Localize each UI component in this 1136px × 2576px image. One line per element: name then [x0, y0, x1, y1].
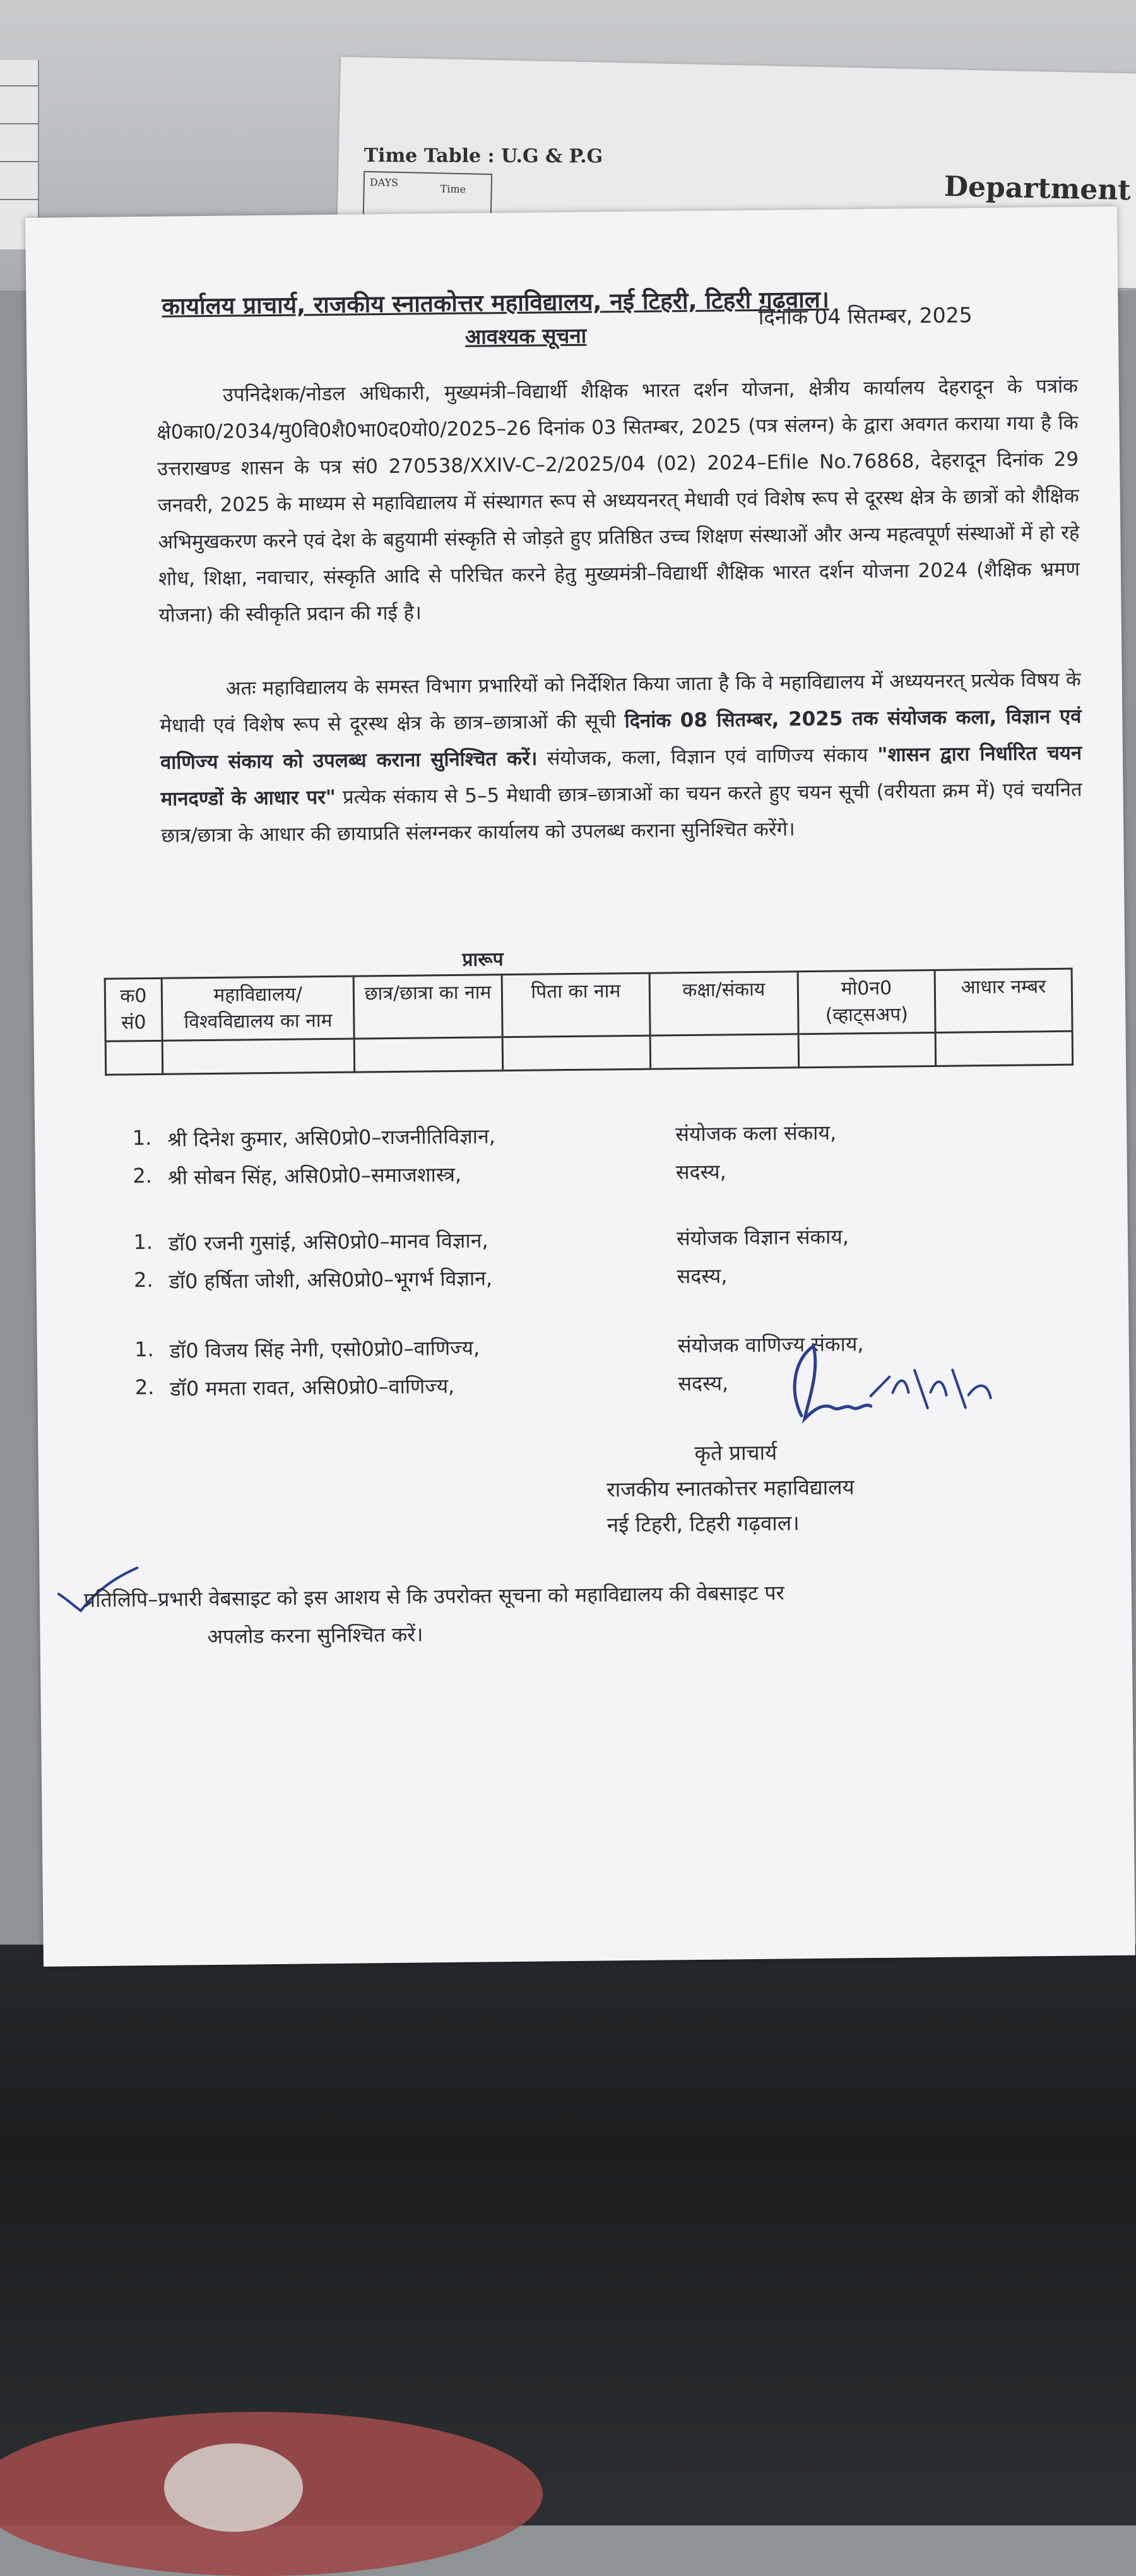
column-mobile: मो0न0 (व्हाट्सअप) — [798, 970, 936, 1034]
member-role: सदस्य, — [678, 1371, 729, 1396]
paragraph-2-criteria: "शासन द्वारा निर्धारित चयन मानदण्डों के आधार पर" — [160, 741, 1082, 811]
empty-cell — [502, 1035, 651, 1070]
member-role: सदस्य, — [677, 1263, 728, 1289]
empty-cell — [935, 1031, 1072, 1066]
paragraph-2-deadline: दिनांक 08 सितम्बर, 2025 तक संयोजक कला, विज्ञान एवं वाणिज्य संकाय को उपलब्ध कराना सुनिश्चित करें। — [160, 705, 1082, 774]
member-number: 1. — [132, 1125, 152, 1150]
notice-date: दिनांक 04 सितम्बर, 2025 — [758, 302, 973, 330]
paragraph-2-text-a: अतः महाविद्यालय के समस्त विभाग प्रभारियों को निर्देशित किया जाता है कि वे महाविद्यालय में अध्ययनरत् प्रत्येक विषय के मेधावी एवं विशेष रूप से दूरस्थ क्षेत्र के छात्र–छात्राओं की सूची — [160, 668, 1081, 737]
notice-paper — [25, 206, 1135, 1967]
empty-cell — [798, 1032, 936, 1067]
member-role: संयोजक कला संकाय, — [675, 1120, 837, 1147]
member-name: डॉ0 रजनी गुसांई, असि0प्रो0–मानव विज्ञान, — [168, 1228, 488, 1256]
member-role: संयोजक वाणिज्य संकाय, — [677, 1332, 864, 1358]
copy-note-line-2: अपलोड करना सुनिश्चित करें। — [207, 1622, 423, 1649]
signature-college: राजकीय स्नातकोत्तर महाविद्यालय — [606, 1474, 855, 1502]
member-number: 2. — [133, 1163, 153, 1188]
background-cloth-highlight — [164, 2443, 303, 2532]
empty-cell — [355, 1037, 503, 1072]
signature-block — [606, 1434, 855, 1542]
proforma-table — [104, 968, 1074, 1076]
copy-note-line-1: प्रतिलिपि–प्रभारी वेबसाइट को इस आशय से कि उपरोक्त सूचना को महाविद्यालय की वेबसाइट पर — [83, 1580, 784, 1613]
timetable-days: DAYS — [369, 176, 399, 189]
member-number: 1. — [134, 1337, 154, 1362]
member-number: 2. — [134, 1374, 155, 1400]
member-name: डॉ0 हर्षिता जोशी, असि0प्रो0–भूगर्भ विज्ञान, — [169, 1266, 493, 1294]
column-father-name: पिता का नाम — [502, 973, 650, 1037]
proforma-title: प्रारूप — [462, 948, 504, 971]
notice-paragraph-2 — [160, 662, 1083, 854]
department-label: Department — [944, 170, 1132, 207]
signature-for-principal: कृते प्राचार्य — [694, 1440, 778, 1466]
member-name: श्री सोबन सिंह, असि0प्रो0–समाजशास्त्र, — [167, 1162, 462, 1190]
empty-cell — [162, 1039, 355, 1074]
empty-cell — [105, 1041, 162, 1075]
notice-paragraph-1: उपनिदेशक/नोडल अधिकारी, मुख्यमंत्री–विद्यार्थी शैक्षिक भारत दर्शन योजना, क्षेत्रीय कार्यालय देहरादून के पत्रांक क्षे0का0/2034/मु0वि0शै0भा0द0यो0/2025–26 दिनांक 03 सितम्बर, 2025 (पत्र संलग्न) के द्वारा अवगत कराया गया है कि उत्तराखण्ड शासन के पत्र सं0 270538/XXIV-C–2/2025/04 (02) 2024–Efile No.76868, देहरादून दिनांक 29 जनवरी, 2025 के माध्यम से महाविद्यालय में संस्थागत रूप से अध्ययनरत् मेधावी एवं विशेष रूप से दूरस्थ क्षेत्र के छात्रों को शैक्षिक अभिमुखकरण करने एवं देश के बहुयामी संस्कृति से जोड़ते हुए प्रतिष्ठित उच्च शिक्षण संस्थाओं और अन्य महत्वपूर्ण संस्थाओं में हो रहे शोध, शिक्षा, नवाचार, संस्कृति आदि से परिचित करने हेतु मुख्यमंत्री–विद्यार्थी शैक्षिक भारत दर्शन योजना 2024 (शैक्षिक भ्रमण योजना) की स्वीकृति प्रदान की गई है। — [157, 374, 1080, 627]
member-number: 1. — [133, 1229, 153, 1255]
timetable-title: Time Table : U.G & P.G — [364, 145, 603, 168]
proforma-header-row — [105, 969, 1072, 1041]
member-number: 2. — [133, 1267, 153, 1292]
handwritten-signature — [776, 1332, 1004, 1435]
copy-to-note — [84, 1571, 1069, 1657]
column-aadhaar: आधार नम्बर — [935, 969, 1072, 1032]
signature-location: नई टिहरी, टिहरी गढ़वाल। — [606, 1510, 800, 1537]
member-name: डॉ0 विजय सिंह नेगी, एसो0प्रो0–वाणिज्य, — [169, 1335, 480, 1363]
member-name: श्री दिनेश कुमार, असि0प्रो0–राजनीतिविज्ञान, — [167, 1124, 496, 1152]
paragraph-2-text-b: संयोजक, कला, विज्ञान एवं वाणिज्य संकाय — [537, 743, 878, 770]
paragraph-2-text-c: प्रत्येक संकाय से 5–5 मेधावी छात्र–छात्राओं का चयन करते हुए चयन सूची (वरीयता क्रम में) एवं चयनित छात्र/छात्रा के आधार की छायाप्रति संलग्नकर कार्यालय को उपलब्ध कराना सुनिश्चित करेंगे। — [161, 778, 1082, 847]
column-class-faculty: कक्षा/संकाय — [649, 972, 798, 1035]
member-name: डॉ0 ममता रावत, असि0प्रो0–वाणिज्य, — [170, 1373, 455, 1401]
column-serial: क0 सं0 — [105, 978, 162, 1041]
member-role: संयोजक विज्ञान संकाय, — [676, 1224, 849, 1251]
column-student-name: छात्र/छात्रा का नाम — [353, 975, 502, 1039]
empty-cell — [650, 1034, 798, 1069]
timetable-time: Time — [440, 182, 466, 196]
office-header: कार्यालय प्राचार्य, राजकीय स्नातकोत्तर महाविद्यालय, नई टिहरी, टिहरी गढ़वाल। — [162, 285, 830, 320]
member-role: सदस्य, — [675, 1159, 726, 1184]
notice-title: आवश्यक सूचना — [464, 323, 587, 349]
column-college: महाविद्यालय/ विश्वविद्यालय का नाम — [162, 976, 355, 1041]
